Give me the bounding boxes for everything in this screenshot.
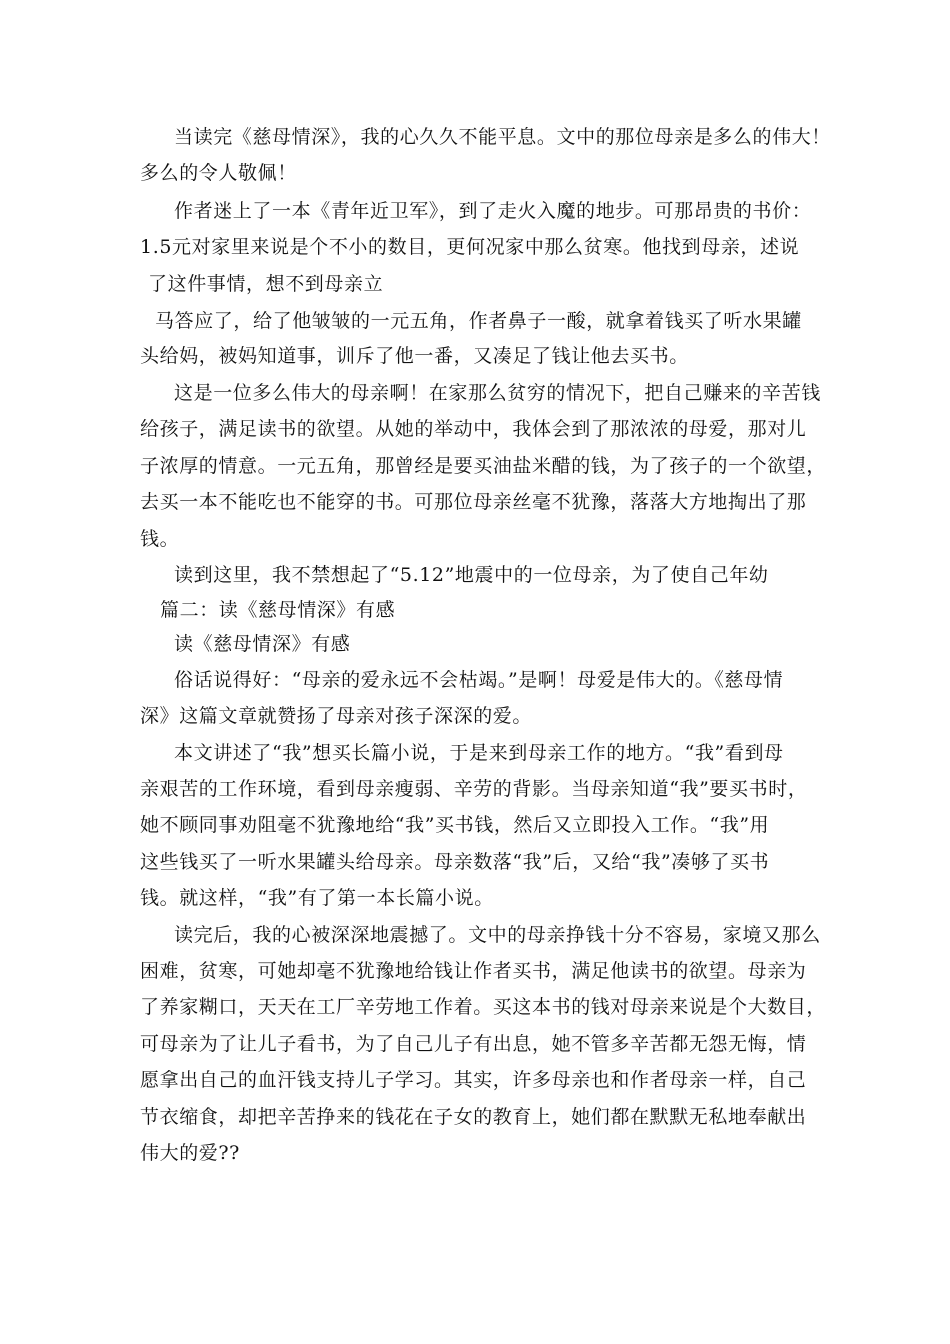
text-line: 作者迷上了一本《青年近卫军》，到了走火入魔的地步。可那昂贵的书价：	[174, 200, 812, 222]
text-line: 给孩子，满足读书的欲望。从她的举动中，我体会到了那浓浓的母爱，那对儿	[140, 418, 807, 440]
text-line: 子浓厚的情意。一元五角，那曾经是要买油盐米醋的钱，为了孩子的一个欲望，	[140, 455, 827, 477]
section-heading: 篇二：读《慈母情深》有感	[160, 599, 396, 621]
text-line: 这是一位多么伟大的母亲啊！在家那么贫穷的情况下，把自己赚来的辛苦钱	[174, 382, 821, 404]
text-line: 节衣缩食，却把辛苦挣来的钱花在子女的教育上，她们都在默默无私地奉献出	[140, 1106, 807, 1128]
text-line: 可母亲为了让儿子看书，为了自己儿子有出息，她不管多辛苦都无怨无悔，情	[140, 1033, 807, 1055]
text-line: 这些钱买了一听水果罐头给母亲。母亲数落“我”后，又给“我”凑够了买书	[140, 851, 770, 873]
text-line: 她不顾同事劝阻毫不犹豫地给“我”买书钱，然后又立即投入工作。“我”用	[140, 814, 770, 836]
text-line: 读到这里，我不禁想起了“5.12”地震中的一位母亲，为了使自己年幼	[174, 564, 769, 586]
text-line: 去买一本不能吃也不能穿的书。可那位母亲丝毫不犹豫，落落大方地掏出了那	[140, 491, 807, 513]
text-line: 深》这篇文章就赞扬了母亲对孩子深深的爱。	[140, 705, 533, 727]
text-line: 了养家糊口，天天在工厂辛劳地工作着。买这本书的钱对母亲来说是个大数目，	[140, 996, 827, 1018]
text-line: 本文讲述了“我”想买长篇小说，于是来到母亲工作的地方。“我”看到母	[174, 742, 784, 764]
text-line: 伟大的爱??	[140, 1142, 240, 1164]
text-line: 钱。	[140, 528, 180, 550]
text-line: 亲艰苦的工作环境，看到母亲瘦弱、辛劳的背影。当母亲知道“我”要买书时，	[140, 778, 808, 800]
text-line: 读完后，我的心被深深地震撼了。文中的母亲挣钱十分不容易，家境又那么	[174, 924, 821, 946]
text-line: 头给妈，被妈知道事，训斥了他一番，又凑足了钱让他去买书。	[140, 345, 689, 367]
text-line: 了这件事情，想不到母亲立	[148, 273, 384, 295]
text-line: 当读完《慈母情深》，我的心久久不能平息。文中的那位母亲是多么的伟大！	[174, 126, 831, 148]
text-line: 1.5元对家里来说是个不小的数目，更何况家中那么贫寒。他找到母亲，述说	[140, 236, 800, 258]
text-line: 俗话说得好：“母亲的爱永远不会枯竭。”是啊！母爱是伟大的。《慈母情	[174, 669, 784, 691]
text-line: 马答应了，给了他皱皱的一元五角，作者鼻子一酸，就拿着钱买了听水果罐	[155, 310, 802, 332]
article-title: 读《慈母情深》有感	[174, 633, 351, 655]
text-line: 多么的令人敬佩！	[140, 162, 297, 184]
text-line: 困难，贫寒，可她却毫不犹豫地给钱让作者买书，满足他读书的欲望。母亲为	[140, 960, 807, 982]
text-line: 钱。就这样，“我”有了第一本长篇小说。	[140, 887, 494, 909]
text-line: 愿拿出自己的血汗钱支持儿子学习。其实，许多母亲也和作者母亲一样，自己	[140, 1069, 807, 1091]
